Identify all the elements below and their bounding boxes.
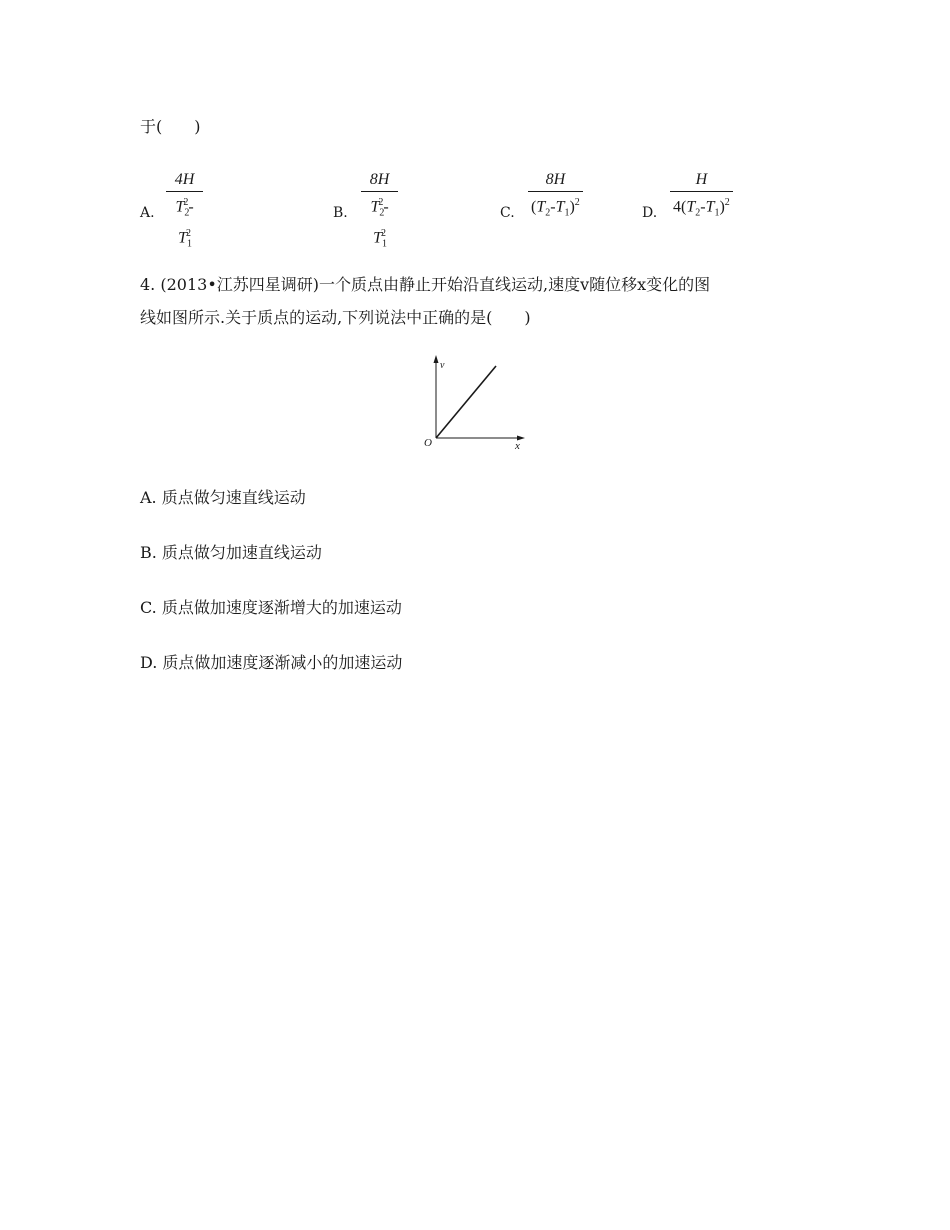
q3-option-a-label: A. [140, 205, 155, 221]
v-x-line [436, 366, 496, 438]
q3-option-a-fraction [166, 170, 203, 254]
fraction-bar [670, 191, 733, 192]
q3-option-d-denominator: $4(T_2-T_1)^2$ [673, 197, 730, 219]
q3-option-c-denominator: $(T_2-T_1)^2$ [531, 197, 580, 219]
q3-option-d-fraction [670, 170, 733, 224]
q3-option-b-label: B. [333, 205, 348, 221]
q4-option-a: A. 质点做匀速直线运动 [140, 488, 306, 507]
q4-option-d: D. 质点做加速度逐渐减小的加速运动 [140, 653, 403, 672]
q3-option-d-numerator: H [695, 171, 708, 188]
v-axis-label: v [440, 360, 445, 371]
q3-stem-tail: 于( ) [140, 117, 201, 136]
q3-option-d-label: D. [642, 205, 658, 221]
q3-option-c-fraction [528, 170, 583, 224]
q3-option-c-label: C. [500, 205, 515, 221]
q4-option-b: B. 质点做匀加速直线运动 [140, 543, 322, 562]
q4-stem-line-1: 4. (2013•江苏四星调研)一个质点由静止开始沿直线运动,速度v随位移x变化的图 [140, 275, 711, 294]
q3-option-b-numerator: 8H [369, 171, 390, 188]
q4-option-c: C. 质点做加速度逐渐增大的加速运动 [140, 598, 402, 617]
q3-option-c-numerator: 8H [545, 171, 566, 188]
q3-option-b-denominator: $T_2^2-T_1^2$ [370, 197, 389, 250]
origin-label: O [424, 437, 432, 449]
fraction-bar [528, 191, 583, 192]
v-axis-arrow-icon [434, 355, 439, 363]
q3-option-a-numerator: 4H [174, 171, 195, 188]
q3-option-b-fraction [361, 170, 398, 254]
q3-option-a-denominator: $T_2^2-T_1^2$ [175, 197, 194, 250]
fraction-bar [361, 191, 398, 192]
q4-stem-line-2: 线如图所示.关于质点的运动,下列说法中正确的是( ) [140, 308, 531, 327]
x-axis-label: x [515, 440, 520, 452]
fraction-bar [166, 191, 203, 192]
velocity-displacement-graph [420, 352, 535, 452]
